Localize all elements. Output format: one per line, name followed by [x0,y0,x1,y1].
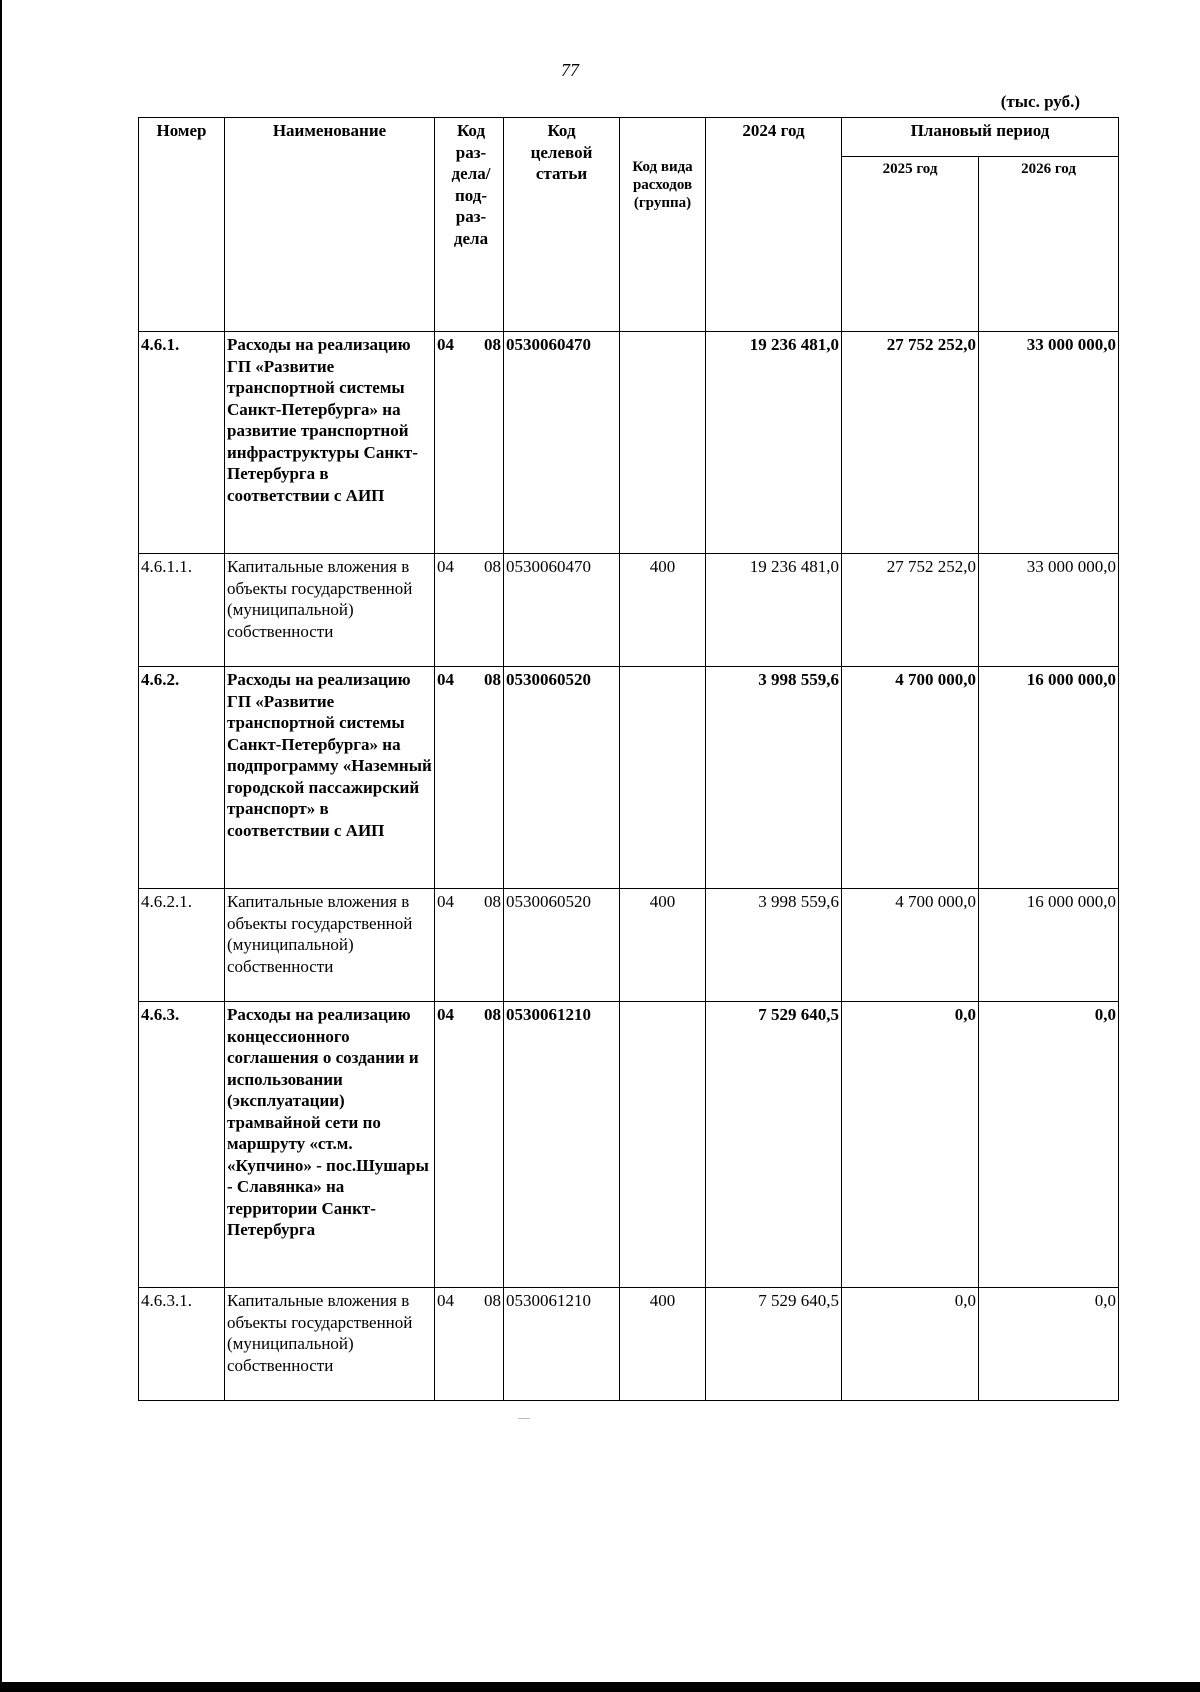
row-number: 4.6.1.1. [139,554,225,667]
row-expense-type: 400 [620,554,706,667]
row-amount-2024: 19 236 481,0 [706,554,842,667]
row-amount-2026: 0,0 [979,1002,1119,1288]
row-expense-type [620,332,706,554]
row-amount-2026: 16 000 000,0 [979,667,1119,889]
row-section-code [435,554,504,667]
table-row [139,667,1119,889]
row-section-code [435,332,504,554]
row-name: Расходы на реализацию ГП «Развитие транспортной системы Санкт-Петербурга» на подпрограмму «Наземный городской пассажирский транспорт» в соответствии с АИП [225,667,435,889]
table-row [139,554,1119,667]
subsection-code: 08 [484,335,501,354]
row-amount-2025: 27 752 252,0 [842,554,979,667]
header-year-2026: 2026 год [979,157,1119,332]
row-section-code [435,1002,504,1288]
table-row [139,1002,1119,1288]
row-amount-2024: 7 529 640,5 [706,1002,842,1288]
subsection-code: 08 [484,670,501,689]
row-target-code: 0530060520 [504,667,620,889]
row-name: Капитальные вложения в объекты государственной (муниципальной) собственности [225,1288,435,1401]
scan-speck [518,1418,530,1419]
section-code: 04 [437,892,454,911]
row-target-code: 0530061210 [504,1288,620,1401]
header-expense-type-code: Код вида расходов (группа) [620,118,706,332]
section-code: 04 [437,335,454,354]
row-number: 4.6.3.1. [139,1288,225,1401]
row-number: 4.6.3. [139,1002,225,1288]
row-section-code [435,1288,504,1401]
header-year-2024: 2024 год [706,118,842,332]
row-number: 4.6.2. [139,667,225,889]
scan-left-edge [0,0,2,1692]
subsection-code: 08 [484,892,501,911]
header-section-code: Код раз- дела/ под- раз- дела [435,118,504,332]
row-amount-2025: 27 752 252,0 [842,332,979,554]
row-amount-2025: 0,0 [842,1288,979,1401]
section-code: 04 [437,1291,454,1310]
row-amount-2024: 7 529 640,5 [706,1288,842,1401]
row-name: Капитальные вложения в объекты государственной (муниципальной) собственности [225,554,435,667]
header-number: Номер [139,118,225,332]
row-target-code: 0530061210 [504,1002,620,1288]
header-target-code: Код целевой статьи [504,118,620,332]
table-row [139,332,1119,554]
table-row [139,1288,1119,1401]
row-name: Расходы на реализацию ГП «Развитие транспортной системы Санкт-Петербурга» на развитие транспортной инфраструктуры Санкт-Петербурга в соответствии с АИП [225,332,435,554]
subsection-code: 08 [484,1005,501,1024]
row-amount-2025: 4 700 000,0 [842,889,979,1002]
header-name: Наименование [225,118,435,332]
row-amount-2026: 16 000 000,0 [979,889,1119,1002]
section-code: 04 [437,670,454,689]
row-expense-type: 400 [620,1288,706,1401]
row-number: 4.6.1. [139,332,225,554]
row-amount-2024: 3 998 559,6 [706,667,842,889]
row-number: 4.6.2.1. [139,889,225,1002]
row-amount-2025: 4 700 000,0 [842,667,979,889]
row-section-code [435,667,504,889]
row-target-code: 0530060520 [504,889,620,1002]
row-target-code: 0530060470 [504,332,620,554]
row-amount-2024: 3 998 559,6 [706,889,842,1002]
row-expense-type [620,667,706,889]
table-row [139,889,1119,1002]
row-expense-type: 400 [620,889,706,1002]
row-name: Расходы на реализацию концессионного соглашения о создании и использовании (эксплуатации) трамвайной сети по маршруту «ст.м. «Купчино» - пос.Шушары - Славянка» на территории Санкт-Петербурга [225,1002,435,1288]
row-expense-type [620,1002,706,1288]
header-planned-period: Плановый период [842,118,1119,157]
row-amount-2026: 0,0 [979,1288,1119,1401]
row-amount-2024: 19 236 481,0 [706,332,842,554]
subsection-code: 08 [484,557,501,576]
units-label: (тыс. руб.) [1000,92,1080,111]
row-section-code [435,889,504,1002]
budget-table [138,117,1119,1401]
row-amount-2026: 33 000 000,0 [979,332,1119,554]
page-number: 77 [561,60,579,80]
section-code: 04 [437,557,454,576]
section-code: 04 [437,1005,454,1024]
row-amount-2025: 0,0 [842,1002,979,1288]
header-year-2025: 2025 год [842,157,979,332]
row-amount-2026: 33 000 000,0 [979,554,1119,667]
row-name: Капитальные вложения в объекты государственной (муниципальной) собственности [225,889,435,1002]
scan-bottom-edge [0,1682,1200,1692]
subsection-code: 08 [484,1291,501,1310]
row-target-code: 0530060470 [504,554,620,667]
